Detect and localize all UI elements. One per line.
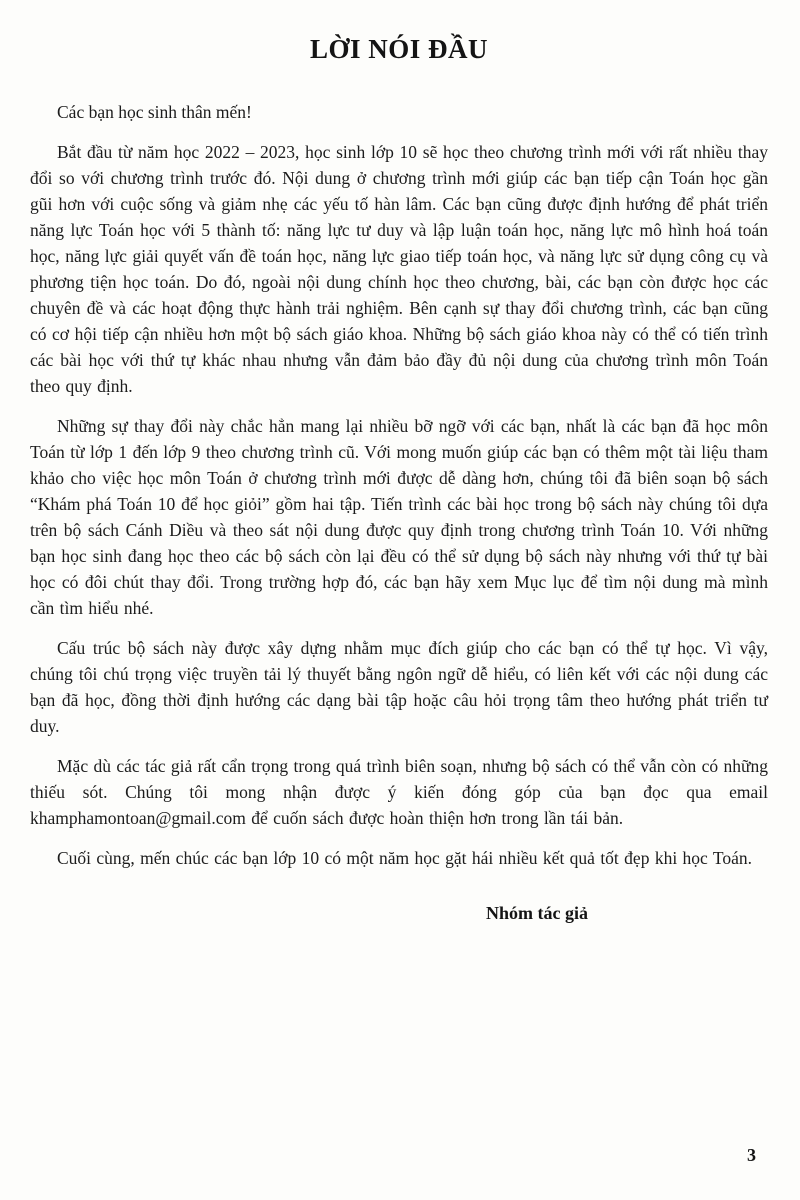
author-signature: Nhóm tác giả bbox=[486, 903, 588, 923]
paragraph-3: Cấu trúc bộ sách này được xây dựng nhằm mục đích giúp cho các bạn có thể tự học. Vì vậy, chúng tôi chú trọng việc truyền tải lý thuyết bằng ngôn ngữ dễ hiểu, có liên kết với các nội dung các bạn đã học, đồng thời định hướng các dạng bài tập hoặc câu hỏi trọng tâm theo hướng phát triển tư duy. bbox=[30, 638, 768, 736]
paragraph-4: Mặc dù các tác giả rất cẩn trọng trong quá trình biên soạn, nhưng bộ sách có thể vẫn còn có những thiếu sót. Chúng tôi mong nhận được ý kiến đóng góp của bạn đọc qua email khamphamontoan@gmail.com để cuốn sách được hoàn thiện hơn trong lần tái bản. bbox=[30, 756, 768, 828]
paragraph-1: Bắt đầu từ năm học 2022 – 2023, học sinh lớp 10 sẽ học theo chương trình mới với rất nhiều thay đổi so với chương trình trước đó. Nội dung ở chương trình mới giúp các bạn tiếp cận Toán học gần gũi hơn với cuộc sống và giảm nhẹ các yếu tố hàn lâm. Các bạn cũng được định hướng để phát triển năng lực Toán học với 5 thành tố: năng lực tư duy và lập luận toán học, năng lực mô hình hoá toán học, năng lực giải quyết vấn đề toán học, năng lực giao tiếp toán học, và năng lực sử dụng công cụ và phương tiện học toán. Do đó, ngoài nội dung chính học theo chương, bài, các bạn còn được học các chuyên đề và các hoạt động thực hành trải nghiệm. Bên cạnh sự thay đổi chương trình, các bạn cũng có cơ hội tiếp cận nhiều hơn một bộ sách giáo khoa. Những bộ sách giáo khoa này có thể có tiến trình các bài học với thứ tự khác nhau nhưng vẫn đảm bảo đầy đủ nội dung của chương trình môn Toán theo quy định. bbox=[30, 142, 768, 396]
page-number: 3 bbox=[747, 1145, 756, 1165]
greeting-line: Các bạn học sinh thân mến! bbox=[57, 102, 252, 122]
paragraph-2: Những sự thay đổi này chắc hẳn mang lại nhiều bỡ ngỡ với các bạn, nhất là các bạn đã học môn Toán từ lớp 1 đến lớp 9 theo chương trình cũ. Với mong muốn giúp các bạn có thêm một tài liệu tham khảo cho việc học môn Toán ở chương trình mới được dễ dàng hơn, chúng tôi đã biên soạn bộ sách “Khám phá Toán 10 để học giỏi” gồm hai tập. Tiến trình các bài học trong bộ sách này chúng tôi dựa trên bộ sách Cánh Diều và theo sát nội dung được quy định trong chương trình Toán 10. Với những bạn học sinh đang học theo các bộ sách còn lại đều có thể sử dụng bộ sách này nhưng với thứ tự bài học có đôi chút thay đổi. Trong trường hợp đó, các bạn hãy xem Mục lục để tìm nội dung mà mình cần tìm hiểu nhé. bbox=[30, 416, 768, 618]
paragraph-5: Cuối cùng, mến chúc các bạn lớp 10 có một năm học gặt hái nhiều kết quả tốt đẹp khi học Toán. bbox=[57, 848, 752, 868]
page-title: LỜI NÓI ĐẦU bbox=[309, 34, 489, 64]
